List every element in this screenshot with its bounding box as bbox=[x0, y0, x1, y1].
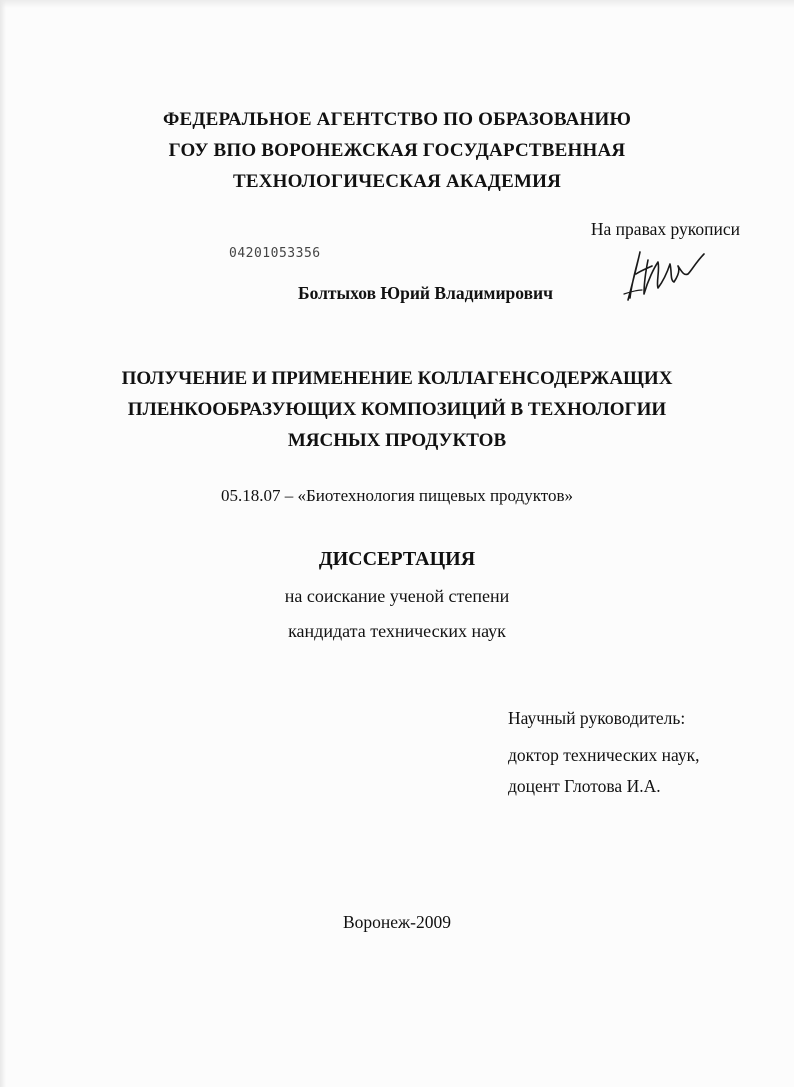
degree-line-2: кандидата технических наук bbox=[288, 621, 506, 641]
specialty-code: 05.18.07 – «Биотехнология пищевых продуктов» bbox=[221, 486, 573, 505]
agency-line-1: ФЕДЕРАЛЬНОЕ АГЕНТСТВО ПО ОБРАЗОВАНИЮ bbox=[162, 109, 632, 130]
supervisor-label: Научный руководитель: bbox=[508, 708, 686, 728]
author-name: Болтыхов Юрий Владимирович bbox=[298, 283, 553, 303]
agency-line-3: ТЕХНОЛОГИЧЕСКАЯ АКАДЕМИЯ bbox=[233, 171, 561, 192]
manuscript-rights-note: На правах рукописи bbox=[590, 219, 740, 239]
title-line-1: ПОЛУЧЕНИЕ И ПРИМЕНЕНИЕ КОЛЛАГЕНСОДЕРЖАЩИХ bbox=[121, 368, 673, 389]
title-line-3: МЯСНЫХ ПРОДУКТОВ bbox=[287, 430, 507, 451]
document-type-heading: ДИССЕРТАЦИЯ bbox=[318, 548, 476, 570]
serial-number: 04201053356 bbox=[229, 246, 321, 261]
institution-header bbox=[0, 104, 794, 197]
supervisor-degree: доктор технических наук, bbox=[508, 745, 700, 765]
title-line-2: ПЛЕНКООБРАЗУЮЩИХ КОМПОЗИЦИЙ В ТЕХНОЛОГИИ bbox=[127, 399, 667, 420]
signature-image bbox=[618, 240, 710, 308]
supervisor-name: доцент Глотова И.А. bbox=[508, 776, 661, 796]
city-year: Воронеж-2009 bbox=[343, 912, 451, 932]
dissertation-title bbox=[0, 363, 794, 456]
agency-line-2: ГОУ ВПО ВОРОНЕЖСКАЯ ГОСУДАРСТВЕННАЯ bbox=[168, 140, 626, 161]
scan-edge-shadow bbox=[0, 0, 794, 8]
degree-line-1: на соискание ученой степени bbox=[284, 586, 510, 606]
